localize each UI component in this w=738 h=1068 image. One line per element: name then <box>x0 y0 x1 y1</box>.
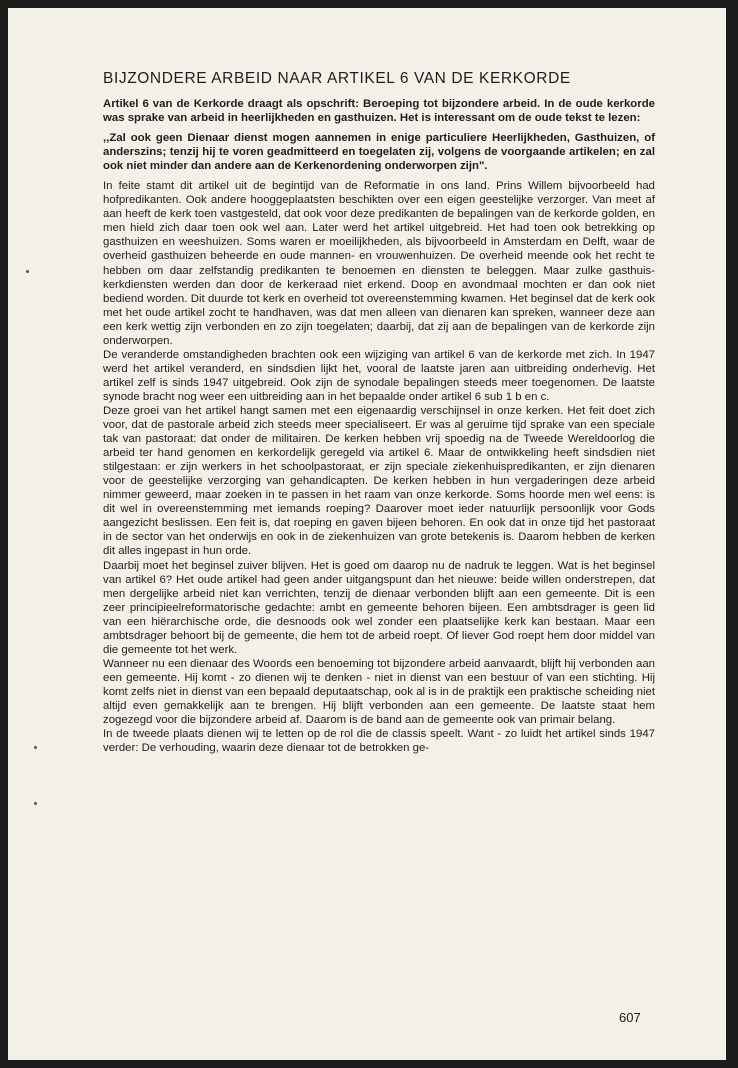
body-paragraph-4: Daarbij moet het beginsel zuiver blijven. Het is goed om daarop nu de nadruk te leggen. Wat is het beginsel van artikel 6? Het oude artikel had geen ander uitgangspunt dan het nieuwe: beide willen onderstrepen, dat men dergelijke arbeid niet kan verrichten, tenzij de dienaar verbonden blijft aan een gemeente. Dit is een zeer principieelreformatorische gedachte: ambt en gemeente behoren bijeen. Een ambtsdrager is geen lid van een hiërarchische orde, die desnoods ook wel zonder een plaatselijke kerk kan bestaan. Maar een ambtsdrager behoort bij de gemeente, die hem tot de arbeid roept. Of liever God roept hem door middel van die gemeente tot het werk. <box>103 559 655 656</box>
page-number: 607 <box>619 1010 641 1025</box>
body-paragraph-1: In feite stamt dit artikel uit de begintijd van de Reformatie in ons land. Prins Willem bijvoorbeeld had hofpredikanten. Ook andere hooggeplaatsten beschikten over een eigen geestelijke verzorger. Van meet af aan heeft de kerk toen vastgesteld, dat ook voor deze predikanten de bepalingen van de kerkorde golden, en men hield zich daar toen ook wel aan. Later werd het artikel uitgebreid. Het had toen ook betrekking op gasthuizen en weeshuizen. Soms waren er moeilijkheden, als bijvoorbeeld in Amsterdam en Delft, waar de overheid gasthuizen beheerde en oude mannen- en vrouwenhuizen. De overheid meende ook het recht te hebben om daar zelfstandig predikanten te benoemen en diensten te beleggen. Maar zulke gasthuis-kerkdiensten werden dan door de kerkeraad niet erkend. Doop en avondmaal mochten er dan ook niet bediend worden. Dit duurde tot kerk en overheid tot overeenstemming kwamen. Het beginsel dat de kerk ook met het oude artikel zocht te handhaven, was dat men alleen van dienaren kan spreken, wanneer deze aan een kerk wettig zijn verbonden en zo zijn toegelaten; daarbij, dat zij aan de bepalingen van de kerkorde zijn onderworpen. <box>103 180 655 347</box>
page-title: BIJZONDERE ARBEID NAAR ARTIKEL 6 VAN DE KERKORDE <box>103 70 571 87</box>
body-paragraph-6: In de tweede plaats dienen wij te letten op de rol die de classis speelt. Want - zo luidt het artikel sinds 1947 verder: De verhouding, waarin deze dienaar tot de betrokken ge- <box>103 728 655 755</box>
quote-paragraph: ,,Zal ook geen Dienaar dienst mogen aannemen in enige particuliere Heerlijkheden, Gasthuizen, of anderszins; tenzij hij te voren geadmitteerd en toegelaten zij, volgens de voorgaande artikelen; en zal ook niet minder dan andere aan de Kerkenordening onderworpen zijn". <box>103 132 655 173</box>
margin-mark <box>26 270 29 273</box>
body-paragraph-5: Wanneer nu een dienaar des Woords een benoeming tot bijzondere arbeid aanvaardt, blijft hij verbonden aan een gemeente. Hij komt - zo dienen wij te denken - niet in dienst van een bestuur of van een stichting. Hij komt zelfs niet in dienst van een bepaald deputaatschap, ook al is in de praktijk een praktische scheiding niet altijd even gemakkelijk aan te brengen. Hij blijft verbonden aan een gemeente. De laatste staat hem zogezegd voor die bijzondere arbeid af. Daarom is de band aan de gemeente ook van primair belang. <box>103 657 655 727</box>
document-page <box>8 8 726 1060</box>
body-paragraph-2: De veranderde omstandigheden brachten ook een wijziging van artikel 6 van de kerkorde met zich. In 1947 werd het artikel veranderd, en sindsdien lijkt het, vooral de laatste jaren aan uitbreiding onderhevig. Het artikel zelf is sinds 1947 uitgebreid. Ook zijn de synodale bepalingen steeds meer toegenomen. De laatste synode bracht nog weer een uitbreiding aan in het bepaalde onder artikel 6 sub 1 b en c. <box>103 348 655 403</box>
margin-mark <box>34 746 37 749</box>
margin-mark <box>34 802 37 805</box>
body-paragraph-3: Deze groei van het artikel hangt samen met een eigenaardig verschijnsel in onze kerken. Het feit doet zich voor, dat de pastorale arbeid zich steeds meer specialiseert. Er was al geruime tijd sprake van een speciale tak van pastoraat: dat onder de militairen. De kerken hebben vrij spoedig na de Tweede Wereldoorlog die arbeid ter hand genomen en kerkordelijk geregeld via artikel 6. Maar de ontwikkeling heeft sindsdien niet stilgestaan: er zijn werkers in het schoolpastoraat, er zijn speciale ziekenhuispredikanten, er zijn dienaren voor de geestelijke verzorging van gehandicapten. De kerken hebben in hun vergaderingen deze arbeid nimmer geweerd, maar zoeken in te passen in het raam van onze kerkorde. Soms hoorde men wel eens: is dit wel in overeenstemming met iemands roeping? Daarover moet ieder natuurlijk persoonlijk voor Gods aangezicht beslissen. Een feit is, dat roeping en gaven bijeen behoren. En ook dat in onze tijd het pastoraat in de sector van het onderwijs en ook in de ziekenhuizen van grote betekenis is. Daarom hebben de kerken dit alles ingepast in hun orde. <box>103 404 655 558</box>
page-content <box>103 70 655 755</box>
intro-paragraph: Artikel 6 van de Kerkorde draagt als opschrift: Beroeping tot bijzondere arbeid. In de oude kerkorde was sprake van arbeid in heerlijkheden en gasthuizen. Het is interessant om de oude tekst te lezen: <box>103 98 655 125</box>
